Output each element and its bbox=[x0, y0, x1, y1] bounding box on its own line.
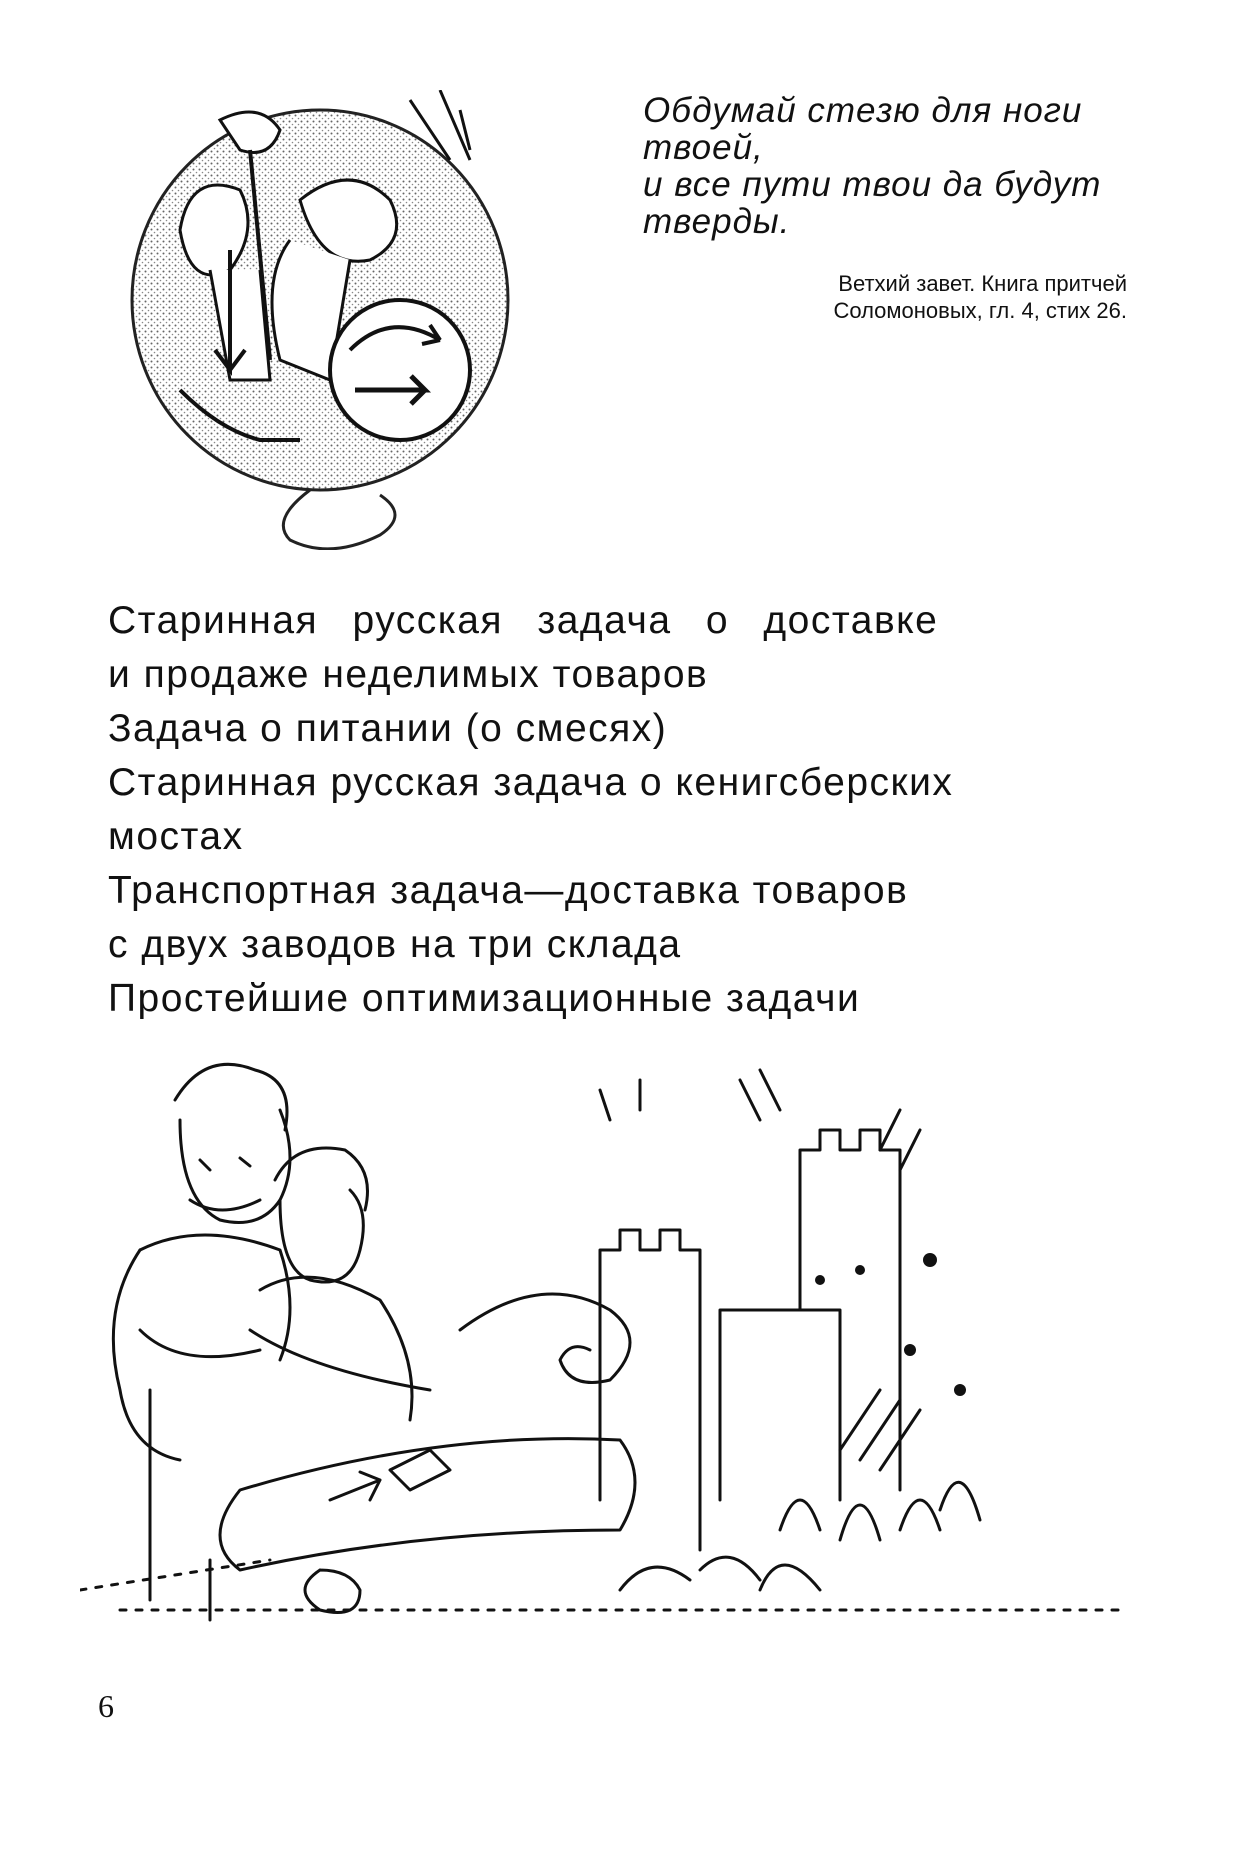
topic-item bbox=[108, 594, 1108, 702]
topic-line: Транспортная задача—доставка товаров bbox=[108, 869, 909, 912]
topic-line: Старинная русская задача о доставке bbox=[108, 599, 939, 642]
topic-line: и продаже неделимых товаров bbox=[108, 653, 709, 696]
epigraph-line: твоей, bbox=[643, 128, 764, 167]
globe-figures-illustration bbox=[120, 90, 560, 550]
topic-line: мостах bbox=[108, 815, 244, 858]
topic-line: с двух заводов на три склада bbox=[108, 923, 682, 966]
epigraph bbox=[643, 92, 1133, 324]
epigraph-line: тверды. bbox=[643, 202, 791, 241]
epigraph-source-line: Ветхий завет. Книга притчей bbox=[838, 271, 1127, 296]
topic-line: Старинная русская задача о кенигсберских bbox=[108, 761, 954, 804]
epigraph-line: и все пути твои да будут bbox=[643, 165, 1102, 204]
scroll-and-castle-illustration bbox=[80, 1030, 1180, 1650]
topic-item bbox=[108, 702, 1108, 756]
topic-item bbox=[108, 864, 1108, 972]
epigraph-line: Обдумай стезю для ноги bbox=[643, 91, 1083, 130]
epigraph-verse bbox=[643, 92, 1133, 240]
page-number: 6 bbox=[98, 1688, 114, 1724]
epigraph-source bbox=[643, 270, 1133, 324]
topic-line: Простейшие оптимизационные задачи bbox=[108, 977, 861, 1020]
epigraph-source-line: Соломоновых, гл. 4, стих 26. bbox=[833, 298, 1127, 323]
topic-item bbox=[108, 756, 1108, 864]
topic-line: Задача о питании (о смесях) bbox=[108, 707, 668, 750]
topic-item bbox=[108, 972, 1108, 1026]
section-topics bbox=[108, 594, 1108, 1026]
